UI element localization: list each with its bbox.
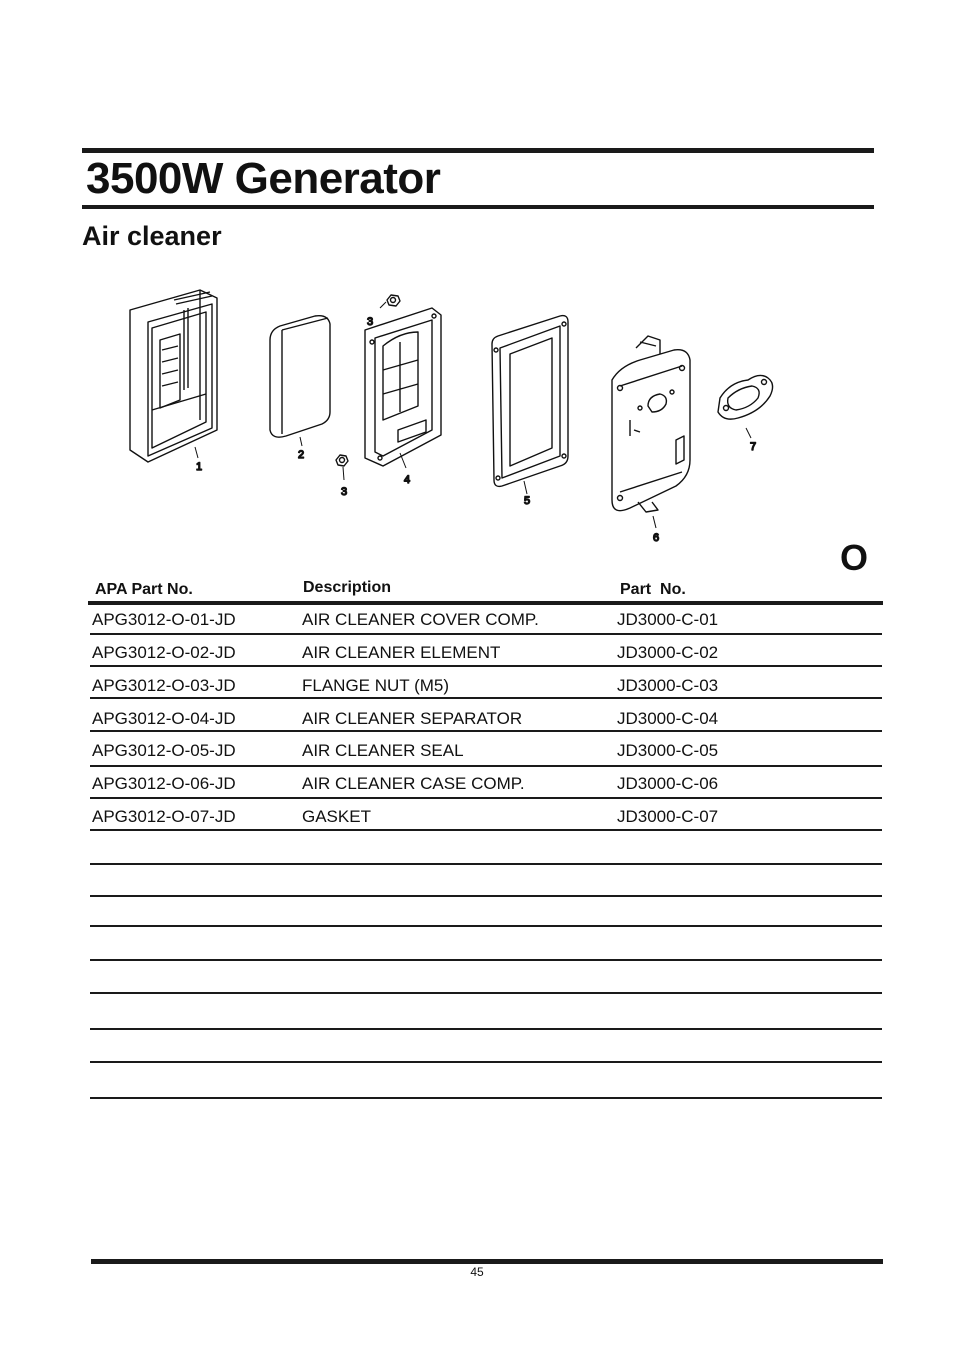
part-3-nut-top-drawing: [387, 295, 400, 306]
part-3-nut-bottom-drawing: [336, 455, 348, 466]
callout-3-bottom: 3: [341, 486, 348, 498]
cell-description: GASKET: [302, 807, 371, 826]
cell-apa-part-no: APG3012-O-05-JD: [92, 741, 236, 760]
callout-6: 6: [653, 532, 660, 544]
cell-part-no: JD3000-C-04: [617, 709, 719, 728]
cell-part-no: JD3000-C-02: [617, 643, 719, 662]
row-divider: [90, 697, 882, 699]
cell-part-no: JD3000-C-03: [617, 676, 719, 695]
cell-apa-part-no: APG3012-O-02-JD: [92, 643, 236, 662]
cell-apa-part-no: APG3012-O-04-JD: [92, 709, 236, 728]
column-header-description: Description: [303, 579, 392, 596]
part-1-cover-drawing: [130, 290, 217, 462]
empty-row-divider: [90, 925, 882, 927]
cell-apa-part-no: APG3012-O-01-JD: [92, 610, 236, 629]
cell-part-no: JD3000-C-06: [617, 774, 719, 793]
empty-row-divider: [90, 895, 882, 897]
section-letter: O: [840, 537, 869, 578]
cell-description: AIR CLEANER SEAL: [302, 741, 464, 760]
empty-row-divider: [90, 863, 882, 865]
callout-5: 5: [524, 495, 531, 507]
cell-description: AIR CLEANER SEPARATOR: [302, 709, 523, 728]
empty-row-divider: [90, 959, 882, 961]
part-7-gasket-drawing: [718, 375, 773, 419]
footer-rule: [91, 1259, 883, 1264]
row-divider: [90, 730, 882, 732]
callout-4: 4: [404, 474, 411, 486]
callout-3-top: 3: [367, 316, 374, 328]
page-title: 3500W Generator: [86, 154, 441, 203]
table-header-rule: [88, 601, 883, 605]
exploded-parts-diagram: [100, 280, 800, 550]
cell-description: AIR CLEANER ELEMENT: [302, 643, 501, 662]
empty-row-divider: [90, 1028, 882, 1030]
callout-7: 7: [750, 441, 757, 453]
part-5-seal-drawing: [492, 316, 568, 487]
section-subtitle: Air cleaner: [82, 221, 222, 251]
row-divider: [90, 633, 882, 635]
leader-lines: [195, 302, 751, 528]
part-2-element-drawing: [270, 316, 330, 437]
part-4-separator-drawing: [365, 308, 441, 466]
cell-apa-part-no: APG3012-O-03-JD: [92, 676, 236, 695]
column-header-apa-part-no: APA Part No.: [95, 581, 193, 598]
page-number: 45: [470, 1265, 484, 1279]
column-header-part-no: Part No.: [620, 581, 686, 598]
empty-row-divider: [90, 992, 882, 994]
row-divider: [90, 665, 882, 667]
row-divider: [90, 765, 882, 767]
row-divider: [90, 829, 882, 831]
cell-part-no: JD3000-C-05: [617, 741, 719, 760]
title-bottom-rule: [82, 205, 874, 209]
callout-1: 1: [196, 461, 203, 473]
row-divider: [90, 797, 882, 799]
cell-description: AIR CLEANER CASE COMP.: [302, 774, 525, 793]
part-6-case-drawing: [612, 336, 690, 512]
cell-part-no: JD3000-C-07: [617, 807, 719, 826]
cell-description: AIR CLEANER COVER COMP.: [302, 610, 539, 629]
cell-apa-part-no: APG3012-O-07-JD: [92, 807, 236, 826]
empty-row-divider: [90, 1061, 882, 1063]
cell-apa-part-no: APG3012-O-06-JD: [92, 774, 236, 793]
cell-part-no: JD3000-C-01: [617, 610, 719, 629]
empty-row-divider: [90, 1097, 882, 1099]
callout-2: 2: [298, 449, 305, 461]
cell-description: FLANGE NUT (M5): [302, 676, 450, 695]
